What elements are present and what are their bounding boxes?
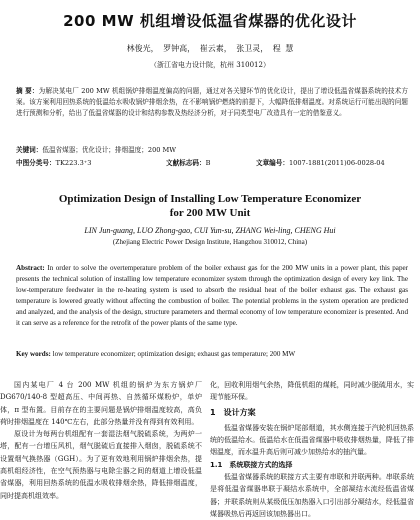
subsection-heading: 1.1 系统联接方式的选择	[210, 460, 293, 469]
chinese-keywords-label: 关键词：	[16, 146, 43, 154]
english-keywords-text: low temperature economizer; optimization design; exhaust gas temperature; 200 MW	[52, 350, 296, 358]
article-number: 文章编号：1007-1881(2011)06-0028-04	[256, 159, 385, 167]
body-paragraph: 化，回收利用烟气余热，降低机组的煤耗，同时减少脱硫用水，实现节能环保。	[210, 381, 414, 402]
document-code: 文献标志码：B	[166, 159, 211, 167]
english-affiliation: (Zhejiang Electric Power Design Institute, Hangzhou 310012, China)	[112, 238, 308, 246]
body-paragraph: 国内某电厂 4 台 200 MW 机组的锅炉为东方锅炉厂 DG670/140-8 型超高压、中间再热、自然循环煤粉炉，单炉体，π 型布置。目前存在的主要问题是锅炉排烟温度较高，高负荷时排烟温度在 140℃左右，此部分热量并没有得到有效利用。	[0, 381, 202, 426]
chinese-abstract-text: 为解决某电厂 200 MW 机组锅炉排烟温度偏高的问题，通过对各关键环节的优化设计，提出了增设低温省煤器系统的技术方案。该方案利用回热系统的低温给水吸收锅炉排烟余热，在不影响锅炉燃烧的前提下，大幅降低排烟温度。对系统运行可能出现的问题进行预测和分析，给出了低温省煤器的设计和结构参数及热经济分析，对于同类型电厂改造具有一定的借鉴意义。	[16, 87, 408, 117]
body-paragraph: 低温省煤器安装在锅炉尾部烟道，其水侧连接于汽轮机回热系统的低温给水。低温给水在低温省煤器中吸收排烟热量，降低了排烟温度，而水温升高后则可减少加热给水的抽汽量。	[210, 423, 414, 457]
chinese-abstract	[16, 86, 408, 119]
english-abstract-label: Abstract:	[16, 264, 45, 272]
chinese-abstract-label: 摘 要：	[16, 87, 39, 95]
clc-number: 中图分类号：TK223.3⁺3	[16, 159, 92, 167]
english-keywords	[16, 349, 408, 360]
english-title-line1: Optimization Design of Installing Low Temperature Economizer	[58, 193, 362, 205]
body-left-column	[0, 379, 202, 502]
english-title	[0, 192, 420, 220]
chinese-title: 200 MW 机组增设低温省煤器的优化设计	[63, 12, 357, 30]
english-authors: LIN Jun-guang, LUO Zhong-gao, CUI Yun-su, ZHANG Wei-ling, CHENG Hui	[84, 226, 336, 235]
english-abstract	[16, 263, 408, 328]
section-heading: 1 设计方案	[210, 407, 256, 417]
english-keywords-label: Key words:	[16, 350, 51, 358]
english-abstract-text: In order to solve the overtemperature problem of the boiler exhaust gas for the 200 MW units in a power plant, this paper presents the technical solution of installing low temperature economizer system through the optimization design of every key link. The low-temperature feedwater in the re-heating system is used to absorb the residual heat of the boiler exhaust gas. The exhaust gas temperature is lowered greatly without affecting the combustion of boiler. The potential problems in the system operation are predicted and analyzed, and the analysis of the design, structure parameters and thermal economy of low temperature economizer is presented. And it can serve as a reference for the retrofit of the power plants of the same type.	[16, 264, 409, 327]
chinese-keywords	[16, 145, 408, 156]
body-paragraph: 低温省煤器系统的联接方式主要有串联和并联两种。串联系统是将低温省煤器串联于凝结水系统中，全部凝结水流经低温省煤器；并联系统则从某级低压加热器入口引出部分凝结水，经低温省煤器吸热后再返回该加热器出口。	[210, 473, 414, 518]
body-paragraph: 原设计为每两台机组配有一套湿法烟气脱硫系统，为两炉一塔，配有一台增压风机，烟气脱硫后直接排入烟囱，脱硫系统不设置烟气换热器（GGH）。为了更有效地利用锅炉排烟余热，提高机组经济性，在空气预热器与电除尘器之间的烟道上增设低温省煤器，利用回热系统的低温水吸收排烟余热，降低排烟温度，同时提高机组效率。	[0, 430, 202, 500]
chinese-authors: 林俊光， 罗钟高， 崔云素， 张卫灵， 程 慧	[126, 44, 294, 53]
chinese-keywords-text: 低温省煤器；优化设计；排烟温度；200 MW	[42, 146, 177, 154]
chinese-affiliation: （浙江省电力设计院，杭州 310012）	[150, 61, 270, 69]
english-title-line2: for 200 MW Unit	[169, 207, 251, 219]
body-right-column	[210, 379, 414, 520]
